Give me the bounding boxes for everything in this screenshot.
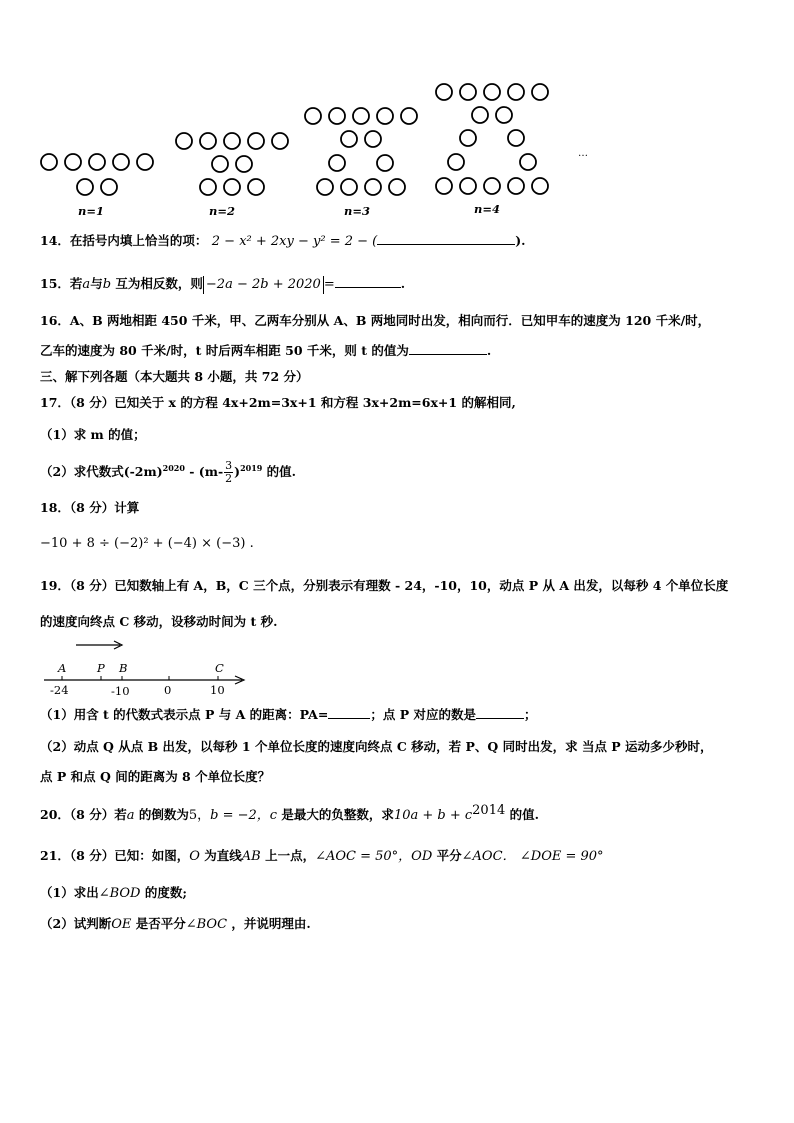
circle-pattern-figure (30, 78, 610, 223)
question-21-part2: （2）试判断OE 是否平分∠BOC ，并说明理由. (40, 916, 311, 932)
question-19-part2-line1: （2）动点 Q 从点 B 出发，以每秒 1 个单位长度的速度向终点 C 移动，若 P、Q 同时出发，求 当点 P 运动多少秒时， (40, 739, 713, 754)
question-18-expression: −10 + 8 ÷ (−2)² + (−4) × (−3) . (40, 536, 254, 551)
tick-label-neg10: -10 (111, 684, 130, 698)
question-19-line1: 19．（8 分）已知数轴上有 A，B，C 三个点，分别表示有理数 - 24，-10，10，动点 P 从 A 出发，以每秒 4 个单位长度 (40, 578, 729, 593)
q17-fraction: $\frac{3}{2}$ (225, 459, 233, 485)
pattern-n1 (41, 154, 153, 195)
point-P-label: P (97, 661, 105, 675)
question-14: 14．在括号内填上恰当的项： 2 − x² + 2xy − y² = 2 − ( ). (40, 233, 526, 249)
q15-absolute-expression: −2a − 2b + 2020 (203, 276, 324, 294)
question-20: 20．（8 分）若a 的倒数为5，b = −2，c 是最大的负整数，求$10a + b + c^{2014}$ 的值. (40, 802, 539, 823)
section-3-heading: 三、解下列各题（本大题共 8 小题，共 72 分） (40, 369, 309, 384)
question-16-line2: 乙车的速度为 80 千米/时，t 时后两车相距 50 千米，则 t 的值为 . (40, 343, 492, 358)
q14-expression: 2 − x² + 2xy − y² = 2 − ( (211, 234, 378, 249)
question-18-stem: 18．（8 分）计算 (40, 500, 140, 515)
q16-answer-blank[interactable] (409, 342, 487, 355)
pattern-n3 (305, 108, 417, 195)
label-n1: n=1 (78, 204, 104, 218)
point-A-label: A (58, 661, 67, 675)
tick-label-0: 0 (164, 683, 172, 697)
tick-label-10: 10 (210, 683, 225, 697)
label-n4: n=4 (474, 202, 500, 216)
label-n2: n=2 (209, 204, 235, 218)
number-line-figure (42, 638, 248, 698)
pattern-n4 (436, 84, 548, 194)
question-15: 15．若a与b 互为相反数，则 −2a − 2b + 2020 = . (40, 276, 406, 292)
question-19-part2-line2: 点 P 和点 Q 间的距离为 8 个单位长度？ (40, 769, 271, 784)
question-19-part1: （1）用含 t 的代数式表示点 P 与 A 的距离：PA= ；点 P 对应的数是 ； (40, 707, 537, 722)
q15-answer-blank[interactable] (335, 275, 401, 288)
label-n3: n=3 (344, 204, 370, 218)
pattern-ellipsis: … (578, 148, 588, 159)
q19-p-value-blank[interactable] (476, 706, 524, 719)
point-C-label: C (215, 661, 224, 675)
q19-pa-blank[interactable] (328, 706, 370, 719)
tick-label-neg24: -24 (50, 683, 69, 697)
question-16-line1: 16．A、B 两地相距 450 千米，甲、乙两车分别从 A、B 两地同时出发，相向而行．已知甲车的速度为 120 千米/时， (40, 313, 711, 328)
pattern-n2 (176, 133, 288, 195)
question-17-part1: （1）求 m 的值； (40, 427, 146, 442)
question-17-stem: 17．（8 分）已知关于 x 的方程 4x+2m=3x+1 和方程 3x+2m=6x+1 的解相同, (40, 395, 516, 410)
question-21-stem: 21．（8 分）已知：如图，O 为直线AB 上一点，∠AOC = 50°，OD 平分∠AOC． ∠DOE = 90° (40, 848, 604, 864)
question-19-line2: 的速度向终点 C 移动，设移动时间为 t 秒. (40, 614, 278, 629)
question-21-part1: （1）求出∠BOD 的度数; (40, 885, 187, 901)
point-B-label: B (119, 661, 128, 675)
question-17-part2: （2）求代数式$(-2m)^{2020} - (m-$ $\frac{3}{2}$ )$^{2019}$ 的值. (40, 459, 297, 485)
q14-answer-blank[interactable] (377, 232, 515, 245)
